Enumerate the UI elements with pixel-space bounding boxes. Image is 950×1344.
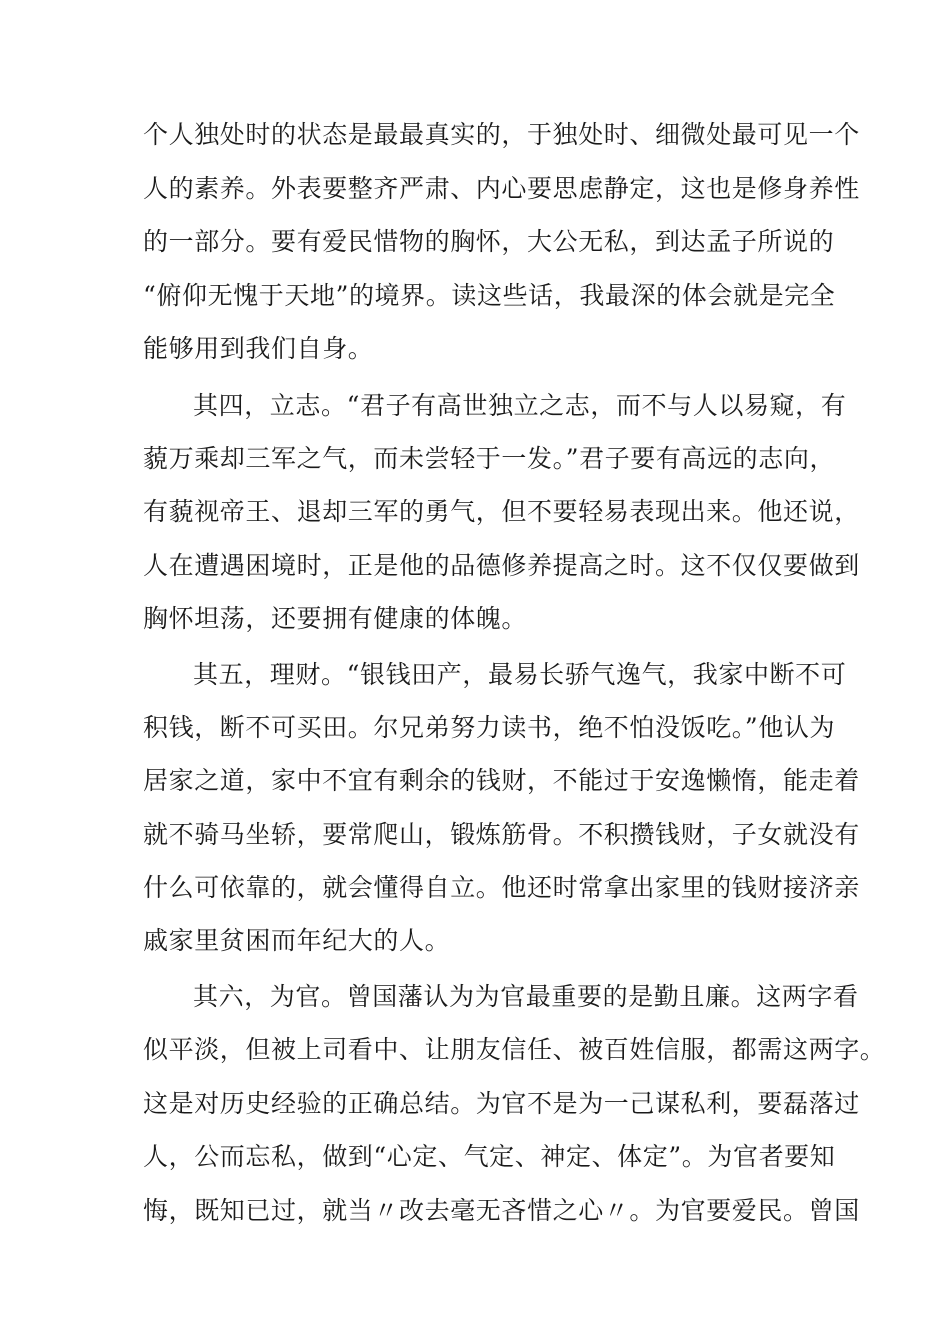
p4-line-5: 悔，既知已过，就当〃改去毫无吝惜之心〃。为官要爱民。曾国 xyxy=(143,1196,860,1225)
p1-line-4: “俯仰无愧于天地”的境界。读这些话，我最深的体会就是完全 xyxy=(143,281,836,310)
p3-line-4: 就不骑马坐轿，要常爬山，锻炼筋骨。不积攒钱财，子女就没有 xyxy=(143,820,860,849)
p1-line-1: 个人独处时的状态是最最真实的，于独处时、细微处最可见一个 xyxy=(143,120,860,149)
p2-line-5: 胸怀坦荡，还要拥有健康的体魄。 xyxy=(143,604,528,633)
p3-line-5: 什么可依靠的，就会懂得自立。他还时常拿出家里的钱财接济亲 xyxy=(143,873,860,902)
p3-line-6: 戚家里贫困而年纪大的人。 xyxy=(143,926,451,955)
p1-line-5: 能够用到我们自身。 xyxy=(143,334,374,363)
p1-line-3: 的一部分。要有爱民惜物的胸怀，大公无私，到达孟子所说的 xyxy=(143,227,835,256)
p2-line-3: 有藐视帝王、退却三军的勇气，但不要轻易表现出来。他还说， xyxy=(143,497,860,526)
p2-line-4: 人在遭遇困境时，正是他的品德修养提高之时。这不仅仅要做到 xyxy=(143,551,860,580)
p1-line-2: 人的素养。外表要整齐严肃、内心要思虑静定，这也是修身养性 xyxy=(143,174,860,203)
p4-line-2: 似平淡，但被上司看中、让朋友信任、被百姓信服，都需这两字。 xyxy=(143,1035,886,1064)
p4-line-3: 这是对历史经验的正确总结。为官不是为一己谋私利，要磊落过 xyxy=(143,1089,860,1118)
p4-line-4: 人，公而忘私，做到“心定、气定、神定、体定”。为官者要知 xyxy=(143,1142,836,1171)
p3-line-1: 其五，理财。“银钱田产，最易长骄气逸气，我家中断不可 xyxy=(193,660,847,689)
p3-line-3: 居家之道，家中不宜有剩余的钱财，不能过于安逸懒惰，能走着 xyxy=(143,766,860,795)
p3-line-2: 积钱，断不可买田。尔兄弟努力读书，绝不怕没饭吃。”他认为 xyxy=(143,713,836,742)
p2-line-2: 藐万乘却三军之气，而未尝轻于一发。”君子要有高远的志向， xyxy=(143,444,836,473)
p2-line-1: 其四，立志。“君子有高世独立之志，而不与人以易窥，有 xyxy=(193,391,847,420)
p4-line-1: 其六，为官。曾国藩认为为官最重要的是勤且廉。这两字看 xyxy=(193,982,859,1011)
